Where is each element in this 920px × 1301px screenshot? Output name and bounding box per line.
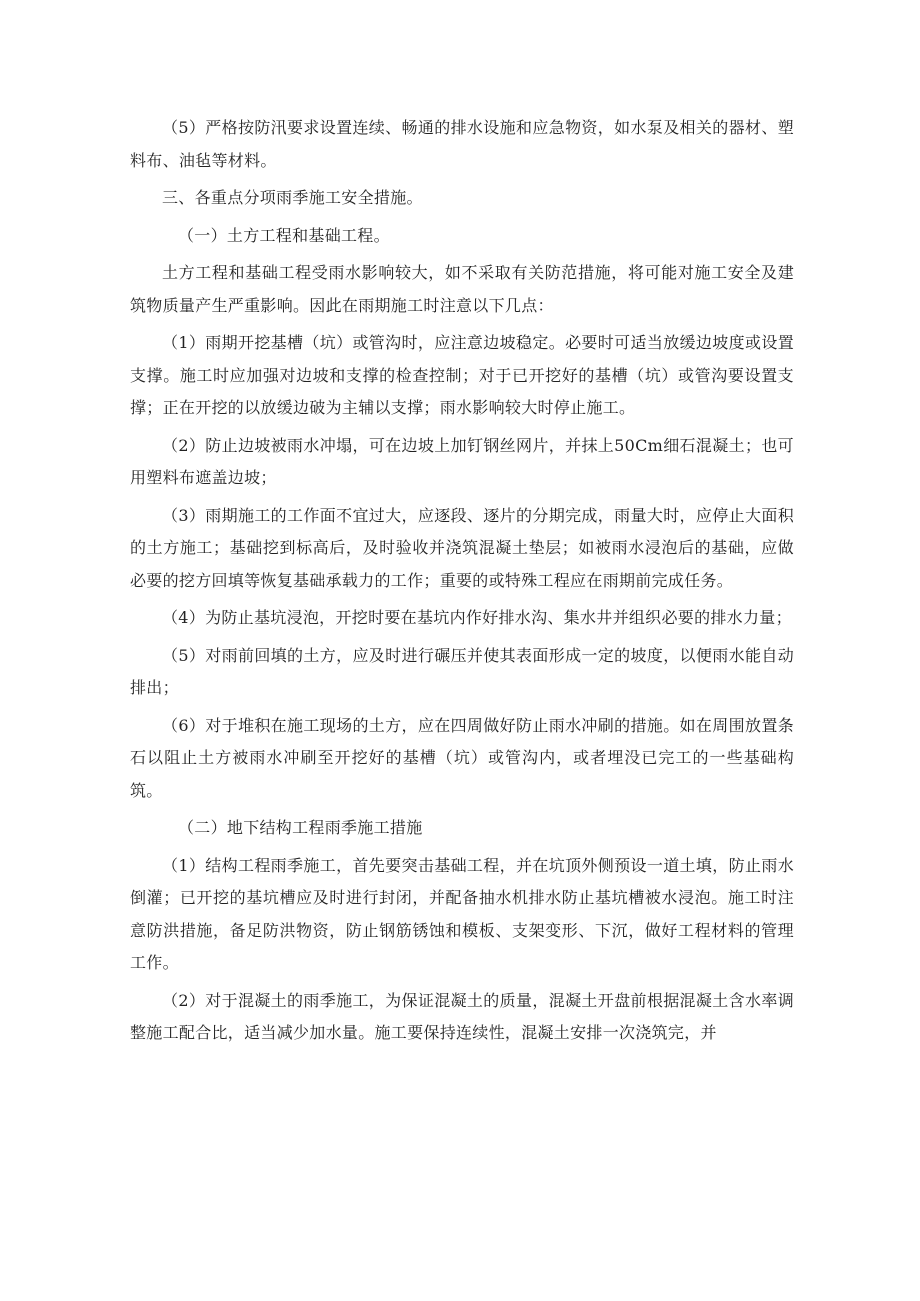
section-heading-rainy-season-safety: 三、各重点分项雨季施工安全措施。 [162, 188, 423, 207]
paragraph-item-2-slope-protection: （2）防止边坡被雨水冲塌，可在边坡上加钉钢丝网片，并抹上50Cm细石混凝土；也可用塑料布遮盖边坡； [130, 435, 794, 487]
paragraph-item-6-stockpile: （6）对于堆积在施工现场的土方，应在四周做好防止雨水冲刷的措施。如在周围放置条石以阻止土方被雨水冲刷至开挖好的基槽（坑）或管沟内，或者埋没已完工的一些基础构筑。 [130, 715, 794, 800]
paragraph-structure-item-1: （1）结构工程雨季施工，首先要突击基础工程，并在坑顶外侧预设一道土填，防止雨水倒灌；已开挖的基坑槽应及时进行封闭，并配备抽水机排水防止基坑槽被水浸泡。施工时注意防洪措施，备足防洪物资，防止钢筋锈蚀和模板、支架变形、下沉，做好工程材料的管理工作。 [130, 855, 794, 972]
paragraph-structure-item-2-concrete: （2）对于混凝土的雨季施工，为保证混凝土的质量，混凝土开盘前根据混凝土含水率调整施工配合比，适当减少加水量。施工要保持连续性，混凝土安排一次浇筑完，并 [130, 990, 794, 1042]
subsection-heading-underground-structure: （二）地下结构工程雨季施工措施 [178, 818, 423, 837]
paragraph-item-5-backfill: （5）对雨前回填的土方，应及时进行碾压并使其表面形成一定的坡度，以便雨水能自动排出； [130, 645, 794, 697]
subsection-heading-earthwork: （一）土方工程和基础工程。 [178, 225, 390, 245]
paragraph-item-1-slope: （1）雨期开挖基槽（坑）或管沟时，应注意边坡稳定。必要时可适当放缓边坡度或设置支撑。施工时应加强对边坡和支撑的检查控制；对于已开挖好的基槽（坑）或管沟要设置支撑；正在开挖的以放缓边破为主辅以支撑；雨水影响较大时停止施工。 [130, 333, 794, 417]
paragraph-earthwork-intro: 土方工程和基础工程受雨水影响较大，如不采取有关防范措施，将可能对施工安全及建筑物质量产生严重影响。因此在雨期施工时注意以下几点： [130, 263, 794, 315]
paragraph-item-4-pit-drainage: （4）为防止基坑浸泡，开挖时要在基坑内作好排水沟、集水井并组织必要的排水力量； [162, 608, 792, 627]
document-body [130, 112, 794, 1055]
paragraph-flood-materials: （5）严格按防汛要求设置连续、畅通的排水设施和应急物资，如水泵及相关的器材、塑料布、油毡等材料。 [130, 118, 794, 170]
paragraph-item-3-work-face: （3）雨期施工的工作面不宜过大，应逐段、逐片的分期完成，雨量大时，应停止大面积的土方施工；基础挖到标高后，及时验收并浇筑混凝土垫层；如被雨水浸泡后的基础，应做必要的挖方回填等恢复基础承载力的工作；重要的或特殊工程应在雨期前完成任务。 [130, 505, 794, 590]
